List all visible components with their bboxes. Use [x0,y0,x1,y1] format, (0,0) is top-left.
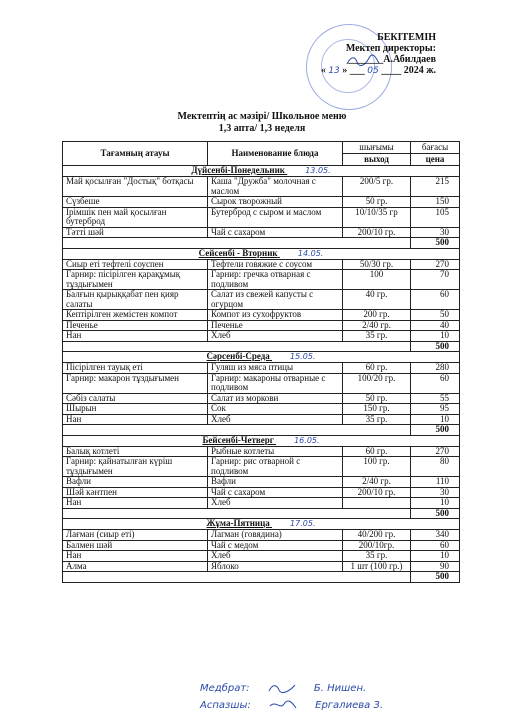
footer-role-2: Аспазшы: [200,700,251,711]
day-total: 500 [411,341,460,352]
dish-price: 55 [411,393,460,404]
menu-subtitle: 1,3 апта/ 1,3 неделя [218,123,306,134]
handwritten-date: 15.05. [290,352,316,361]
dish-price: 10 [411,551,460,562]
dish-output: 35 гр. [343,551,411,562]
dish-ru: Гуляш из мяса птицы [208,363,343,374]
dish-output: 50/30 гр. [343,259,411,270]
header-dish-kz: Тағамның атауы [63,142,208,166]
day-name: Сейсенбі - Вторник [198,248,278,258]
dish-kz: Сүзбеше [63,197,208,208]
approval-position: Мектеп директоры: [345,43,436,54]
dish-output: 200/10 гр. [343,227,411,238]
footer-role-1: Медбрат: [200,683,250,694]
table-row [63,259,460,270]
dish-kz: Сәбіз салаты [63,393,208,404]
table-row [63,227,460,238]
dish-ru: Хлеб [208,414,343,425]
table-row [63,363,460,374]
approval-block [321,32,436,77]
day-total: 500 [411,572,460,583]
dish-price: 95 [411,404,460,415]
header-price-ru: цена [411,154,460,166]
day-wednesday [63,352,460,436]
dish-kz: Алма [63,561,208,572]
table-row [63,530,460,541]
dish-price: 30 [411,227,460,238]
dish-price: 60 [411,290,460,310]
dish-ru: Каша "Дружба" молочная с маслом [208,177,343,197]
approval-date-year: ____ 2024 ж. [381,65,436,76]
day-total-row [63,425,460,436]
dish-price: 150 [411,197,460,208]
dish-kz: Май қосылған "Достық" ботқасы [63,177,208,197]
dish-ru: Чай с сахаром [208,227,343,238]
dish-output: 100 [343,270,411,290]
dish-output: 35 гр. [343,331,411,342]
dish-kz: Лағман (сиыр еті) [63,530,208,541]
dish-ru: Вафли [208,477,343,488]
table-row [63,498,460,509]
day-thursday [63,435,460,519]
dish-price: 110 [411,477,460,488]
handwritten-date: 13.05. [305,166,331,175]
day-total: 500 [411,508,460,519]
dish-price: 270 [411,259,460,270]
day-total-row [63,238,460,249]
dish-kz: Нан [63,498,208,509]
footer-name-1: Б. Нишен. [313,683,367,694]
footer-name-2: Ергалиева З. [315,700,384,711]
dish-kz: Шәй кәнтпен [63,487,208,498]
dish-output: 200/5 гр. [343,177,411,197]
approval-date-mid: » ___ [342,65,365,76]
dish-kz: Тәтті шәй [63,227,208,238]
approval-date [321,65,436,77]
dish-ru: Салат из свежей капусты с огурцом [208,290,343,310]
dish-kz: Печенье [63,320,208,331]
dish-output: 60 гр. [343,363,411,374]
dish-kz: Нан [63,551,208,562]
dish-ru: Салат из моркови [208,393,343,404]
dish-ru: Хлеб [208,551,343,562]
table-row [63,270,460,290]
dish-price: 80 [411,457,460,477]
dish-kz: Балмен шәй [63,540,208,551]
dish-ru: Печенье [208,320,343,331]
dish-price: 10 [411,331,460,342]
dish-ru: Гарнир: рис отварной с подливом [208,457,343,477]
dish-output: 10/10/35 гр [343,207,411,227]
dish-kz: Гарнир: макарон тұздығымен [63,373,208,393]
handwritten-date: 17.05. [290,519,316,528]
dish-output: 200/10гр. [343,540,411,551]
dish-kz: Гарнир: пісірілген қарақұмық тұздығымен [63,270,208,290]
day-header [63,352,460,363]
day-tuesday [63,248,460,352]
dish-price: 30 [411,487,460,498]
table-row [63,393,460,404]
dish-output: 150 гр. [343,404,411,415]
dish-ru: Сырок творожный [208,197,343,208]
dish-output: 200 гр. [343,310,411,321]
dish-ru: Лагман (говядина) [208,530,343,541]
dish-price: 50 [411,310,460,321]
approval-director: _______А.Абилдаев [348,54,436,65]
day-total-row [63,341,460,352]
footer-line-1 [200,683,366,694]
menu-table [62,141,460,583]
table-row [63,177,460,197]
day-header [63,248,460,259]
dish-price: 10 [411,414,460,425]
day-total: 500 [411,238,460,249]
table-row [63,310,460,321]
table-row [63,197,460,208]
dish-output: 2/40 гр. [343,477,411,488]
approval-date-month: 05 [367,66,379,76]
dish-output [343,498,411,509]
handwritten-date: 14.05. [297,248,324,258]
day-name: Дүйсенбі-Понедельник [191,165,285,175]
approval-date-open: « [320,65,326,76]
dish-price: 90 [411,561,460,572]
dish-output: 50 гр. [343,393,411,404]
table-row [63,320,460,331]
table-row [63,561,460,572]
dish-kz: Шырын [63,404,208,415]
dish-ru: Яблоко [208,561,343,572]
table-row [63,446,460,457]
dish-ru: Компот из сухофруктов [208,310,343,321]
table-row [63,404,460,415]
dish-price: 340 [411,530,460,541]
header-output-kz: шығымы [343,142,411,154]
day-name: Бейсенбі-Четверг [202,435,274,445]
dish-kz: Ірімшік пен май қосылған бутерброд [63,207,208,227]
dish-output: 200/10 гр. [343,487,411,498]
dish-kz: Сиыр еті тефтелі соуспен [63,259,208,270]
dish-output: 40 гр. [343,290,411,310]
dish-output: 100 гр. [343,457,411,477]
dish-output: 50 гр. [343,197,411,208]
dish-ru: Тефтели говяжие с соусом [208,259,343,270]
dish-price: 40 [411,320,460,331]
dish-ru: Рыбные котлеты [208,446,343,457]
approval-title: БЕКІТЕМІН [377,32,436,43]
header-output-ru: выход [343,154,411,166]
dish-kz: Пісірілген тауық еті [63,363,208,374]
day-total-row [63,572,460,583]
dish-ru: Гарнир: гречка отварная с подливом [208,270,343,290]
dish-kz: Балық котлеті [63,446,208,457]
dish-output: 40/200 гр. [343,530,411,541]
table-row [63,331,460,342]
footer-line-2 [200,700,383,711]
dish-output: 1 шт (100 гр.) [343,561,411,572]
day-header [63,435,460,446]
dish-price: 60 [411,373,460,393]
dish-output: 2/40 гр. [343,320,411,331]
table-row [63,373,460,393]
approval-date-day: 13 [328,66,340,76]
day-header [63,519,460,530]
dish-ru: Хлеб [208,331,343,342]
dish-ru: Гарнир: макароны отварные с подливом [208,373,343,393]
menu-title: Мектептің ас мәзірі/ Школьное меню [177,111,347,122]
dish-output: 100/20 гр. [343,373,411,393]
dish-output: 60 гр. [343,446,411,457]
dish-price: 10 [411,498,460,509]
day-monday [63,166,460,249]
table-row [63,477,460,488]
dish-ru: Бутерброд с сыром и маслом [208,207,343,227]
handwritten-date: 16.05. [294,435,320,445]
dish-price: 60 [411,540,460,551]
dish-kz: Гарнир: қайнатылған күріш тұздығымен [63,457,208,477]
table-row [63,551,460,562]
dish-ru: Хлеб [208,498,343,509]
dish-price: 270 [411,446,460,457]
day-name: Сәрсенбі-Среда [206,351,270,361]
dish-ru: Чай с медом [208,540,343,551]
table-row [63,540,460,551]
day-total-row [63,508,460,519]
header-price-kz: бағасы [411,142,460,154]
day-name: Жұма-Пятница [206,518,270,528]
dish-price: 70 [411,270,460,290]
table-row [63,414,460,425]
table-row [63,457,460,477]
dish-kz: Балғын қырыққабат пен қияр салаты [63,290,208,310]
dish-price: 105 [411,207,460,227]
dish-ru: Чай с сахаром [208,487,343,498]
dish-output: 35 гр. [343,414,411,425]
table-row [63,290,460,310]
dish-price: 215 [411,177,460,197]
day-total: 500 [411,425,460,436]
dish-ru: Сок [208,404,343,415]
table-row [63,207,460,227]
signature-mark-1 [267,683,297,693]
dish-kz: Нан [63,414,208,425]
signature-mark-2 [268,700,298,710]
dish-kz: Кептірілген жемістен компот [63,310,208,321]
dish-price: 280 [411,363,460,374]
dish-kz: Нан [63,331,208,342]
day-friday [63,519,460,583]
day-header [63,166,460,177]
table-row [63,487,460,498]
dish-kz: Вафли [63,477,208,488]
header-dish-ru: Наименование блюда [208,142,343,166]
